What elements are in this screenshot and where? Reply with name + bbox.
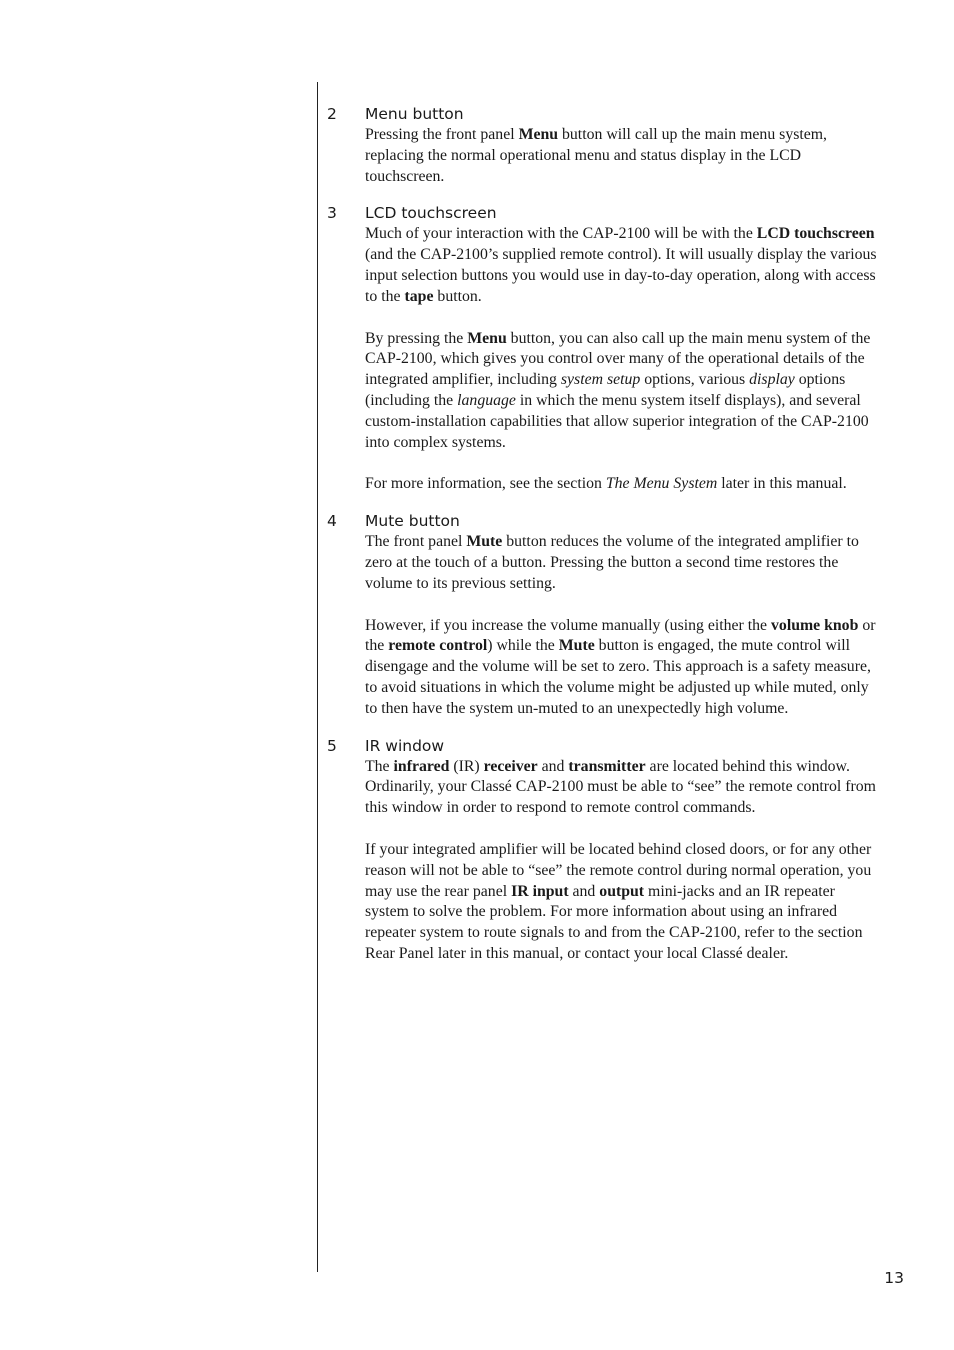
section-heading: IR window xyxy=(365,736,445,755)
bold-term: transmitter xyxy=(568,757,646,775)
bold-term: remote control xyxy=(388,637,488,655)
bold-term: receiver xyxy=(483,757,538,775)
section-number: 5 xyxy=(327,736,337,755)
page-content xyxy=(327,103,879,980)
paragraph: If your integrated amplifier will be located behind closed doors, or for any other reason will not be able to “see” the remote control during normal operation, you may use the rear panel IR input and output mini-jacks and an IR repeater system to solve the problem. For more information about using an infrared repeater system to route signals to and from the CAP-2100, refer to the section Rear Panel later in this manual, or contact your local Classé dealer. xyxy=(365,840,872,962)
section-lcd-touchscreen xyxy=(327,202,879,495)
margin-rule xyxy=(317,82,318,1272)
italic-term: display xyxy=(749,371,795,389)
bold-term: Mute xyxy=(466,533,503,551)
paragraph: The infrared (IR) receiver and transmitter are located behind this window. Ordinarily, your Classé CAP-2100 must be able to “see” the remote control from this window in order to respond to remote control commands. xyxy=(365,757,876,817)
section-menu-button xyxy=(327,103,879,187)
section-heading: LCD touchscreen xyxy=(365,204,497,223)
page-number: 13 xyxy=(884,1269,904,1287)
italic-term: system setup xyxy=(560,371,641,389)
bold-term: Menu xyxy=(518,126,559,143)
bold-term: LCD touchscreen xyxy=(756,225,875,243)
bold-term: infrared xyxy=(393,757,450,775)
paragraph: By pressing the Menu button, you can also call up the main menu system of the CAP-2100, which gives you control over many of the operational details of the integrated amplifier, including system setup options, various display options (including the language in which the menu system itself displays), and several custom-installation capabilities that allow superior integration of the CAP-2100 into complex systems. xyxy=(365,329,871,451)
bold-term: volume knob xyxy=(771,616,859,634)
paragraph: The front panel Mute button reduces the volume of the integrated amplifier to zero at the touch of a button. Pressing the button a second time restores the volume to its previous setting. xyxy=(365,533,859,592)
paragraph: Pressing the front panel Menu button will call up the main menu system, replacing the normal operational menu and status display in the LCD touchscreen. xyxy=(365,126,828,185)
paragraph: For more information, see the section The Menu System later in this manual. xyxy=(365,475,847,493)
bold-term: Menu xyxy=(467,329,507,347)
italic-term: language xyxy=(457,391,516,409)
section-number: 2 xyxy=(327,105,337,123)
section-heading: Mute button xyxy=(365,512,460,531)
italic-term: The Menu System xyxy=(605,475,718,493)
section-heading: Menu button xyxy=(365,105,464,123)
bold-term: Mute xyxy=(558,637,595,655)
section-number: 3 xyxy=(327,204,337,223)
bold-term: tape xyxy=(404,287,434,305)
section-mute-button xyxy=(327,510,879,719)
paragraph: Much of your interaction with the CAP-2100 will be with the LCD touchscreen (and the CAP-2100’s supplied remote control). It will usually display the various input selection buttons you would use in day-to-day operation, along with access to the tape button. xyxy=(365,225,877,305)
bold-term: output xyxy=(599,882,645,900)
bold-term: IR input xyxy=(511,882,569,900)
section-number: 4 xyxy=(327,512,337,531)
section-ir-window xyxy=(327,735,879,965)
paragraph: However, if you increase the volume manually (using either the volume knob or the remote control) while the Mute button is engaged, the mute control will disengage and the volume will be set to zero. This approach is a safety measure, to avoid situations in which the volume might be adjusted up while muted, only to then have the system un-muted to an unexpectedly high volume. xyxy=(365,616,876,717)
